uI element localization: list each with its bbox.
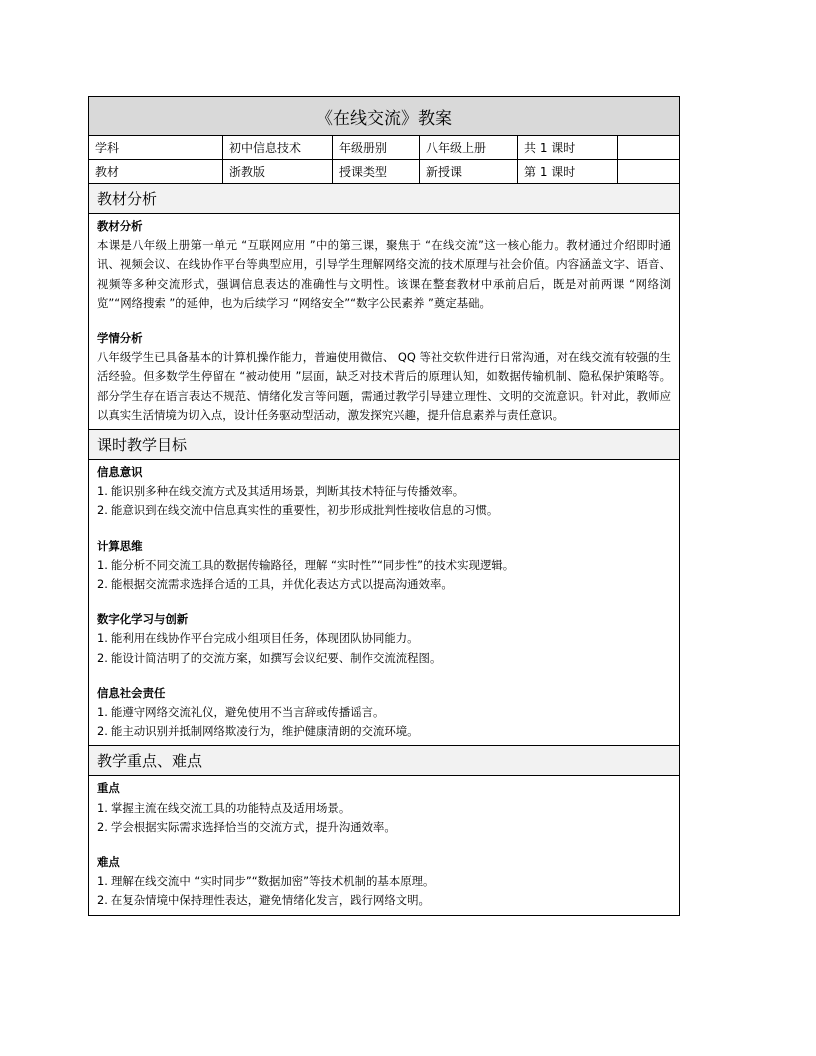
subject-label: 学科 (89, 136, 223, 159)
subheading: 计算思维 (97, 538, 143, 553)
learner-analysis-text: 八年级学生已具备基本的计算机操作能力，普遍使用微信、 QQ 等社交软件进行日常沟通，对在线交流有较强的生活经验。但多数学生停留在 “被动使用 ”层面，缺乏对技术背后的原理认知，如数据传输机制、隐私保护策略等。部分学生存在语言表达不规范、情绪化发言等问题，需通过教学引导建立理性、文明的交流意识。针对此，教师应以真实生活情境为切入点，设计任务驱动型活动，激发探究兴趣，提升信息素养与责任意识。 (97, 350, 671, 422)
objectives-section (89, 430, 679, 746)
list-item: 2. 能主动识别并抵制网络欺凌行为，维护健康清朗的交流环境。 (97, 724, 419, 739)
list-item: 2. 能根据交流需求选择合适的工具，并优化表达方式以提高沟通效率。 (97, 577, 453, 592)
total-periods: 共 1 课时 (518, 136, 618, 159)
subheading: 重点 (97, 781, 120, 796)
textbook-analysis-text: 本课是八年级上册第一单元 “互联网应用 ”中的第三课，聚焦于 “在线交流”这一核心能力。教材通过介绍即时通讯、视频会议、在线协作平台等典型应用，引导学生理解网络交流的技术原理与社会价值。内容涵盖文字、语音、视频等多种交流形式，强调信息表达的准确性与文明性。该课在整套教材中承前启后，既是对前两课 “网络浏览”“网络搜索 ”的延伸，也为后续学习 “网络安全”“数字公民素养 ”奠定基础。 (97, 238, 671, 310)
textbook-value: 浙教版 (223, 160, 333, 183)
list-item: 1. 能利用在线协作平台完成小组项目任务，体现团队协同能力。 (97, 631, 419, 646)
list-item: 1. 理解在线交流中 “实时同步”“数据加密”等技术机制的基本原理。 (97, 874, 435, 889)
current-period: 第 1 课时 (518, 160, 618, 183)
subheading: 数字化学习与创新 (97, 612, 189, 627)
subheading: 难点 (97, 855, 120, 870)
list-item: 2. 能意识到在线交流中信息真实性的重要性，初步形成批判性接收信息的习惯。 (97, 503, 499, 518)
list-item: 1. 掌握主流在线交流工具的功能特点及适用场景。 (97, 800, 351, 815)
subject-value: 初中信息技术 (223, 136, 333, 159)
info-row-1 (89, 136, 679, 160)
grade-value: 八年级上册 (420, 136, 518, 159)
list-item: 2. 学会根据实际需求选择恰当的交流方式，提升沟通效率。 (97, 819, 396, 834)
list-item: 1. 能识别多种在线交流方式及其适用场景，判断其技术特征与传播效率。 (97, 484, 465, 499)
lesson-plan-table (88, 96, 680, 916)
section-heading: 课时教学目标 (89, 430, 679, 460)
subheading: 学情分析 (97, 331, 143, 346)
list-item: 1. 能分析不同交流工具的数据传输路径，理解 “实时性”“同步性”的技术实现逻辑。 (97, 557, 515, 572)
document-title: 《在线交流》教案 (89, 97, 679, 136)
list-item: 2. 在复杂情境中保持理性表达，避免情绪化发言，践行网络文明。 (97, 893, 430, 908)
list-item: 1. 能遵守网络交流礼仪，避免使用不当言辞或传播谣言。 (97, 705, 385, 720)
lesson-type-value: 新授课 (420, 160, 518, 183)
list-item: 2. 能设计简洁明了的交流方案，如撰写会议纪要、制作交流流程图。 (97, 650, 442, 665)
section-heading: 教学重点、难点 (89, 746, 679, 776)
empty-cell (618, 160, 679, 183)
subheading: 信息意识 (97, 465, 143, 480)
analysis-section (89, 184, 679, 430)
empty-cell (618, 136, 679, 159)
section-heading: 教材分析 (89, 184, 679, 214)
textbook-label: 教材 (89, 160, 223, 183)
lesson-type-label: 授课类型 (333, 160, 420, 183)
grade-label: 年级册别 (333, 136, 420, 159)
subheading: 信息社会责任 (97, 685, 166, 700)
keypoints-section (89, 746, 679, 914)
subheading: 教材分析 (97, 219, 143, 233)
info-row-2 (89, 160, 679, 184)
